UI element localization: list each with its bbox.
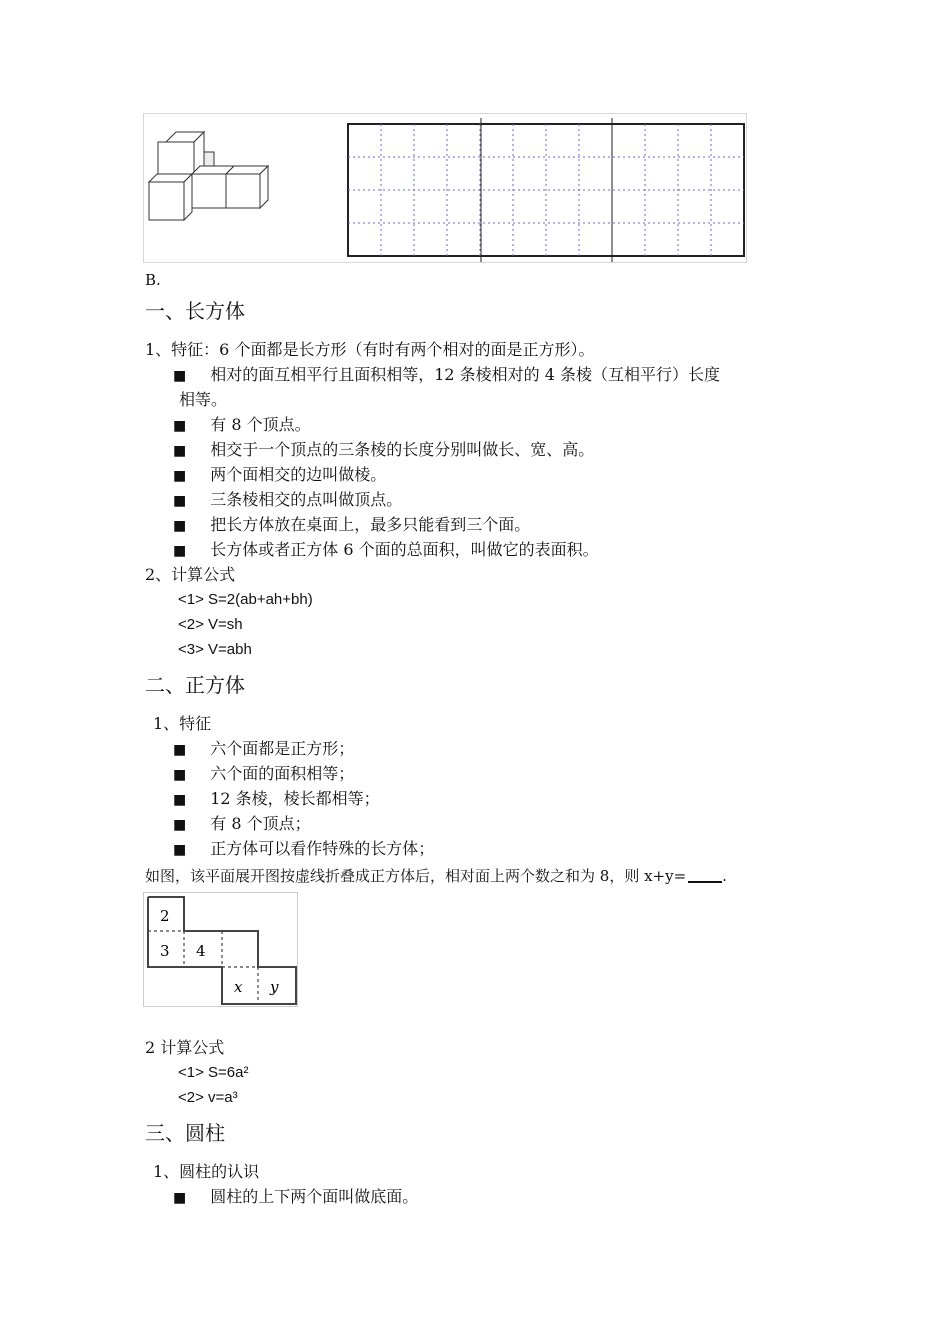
net-label: 3 xyxy=(160,942,170,960)
list-item: ■ 三条棱相交的点叫做顶点。 xyxy=(173,490,403,509)
list-item: ■ 六个面都是正方形； xyxy=(173,739,355,758)
list-item: ■ 两个面相交的边叫做棱。 xyxy=(173,465,387,484)
formula-line: <1> S=2(ab+ah+bh) xyxy=(178,591,313,608)
section-heading-cylinder: 三、圆柱 xyxy=(145,1121,225,1145)
section-heading-cube: 二、正方体 xyxy=(145,673,245,697)
formula-line: <2> v=a³ xyxy=(178,1089,238,1106)
net-label: y xyxy=(270,978,279,996)
list-item: ■ 相对的面互相平行且面积相等，12 条棱相对的 4 条棱（互相平行）长度 xyxy=(173,365,721,384)
section-heading-cuboid: 一、长方体 xyxy=(145,299,245,323)
cube-net-diagram xyxy=(144,893,297,1006)
net-label: 4 xyxy=(196,942,206,960)
list-item: ■ 把长方体放在桌面上，最多只能看到三个面。 xyxy=(173,515,531,534)
list-item: ■ 有 8 个顶点； xyxy=(173,814,311,833)
formula-line: <3> V=abh xyxy=(178,641,252,658)
formula-line: <1> S=6a² xyxy=(178,1064,249,1081)
list-item: ■ 长方体或者正方体 6 个面的总面积，叫做它的表面积。 xyxy=(173,540,599,559)
list-item-continuation: 相等。 xyxy=(179,390,228,409)
cuboid-features: 1、特征：6 个面都是长方形（有时有两个相对的面是正方形）。 xyxy=(145,340,595,359)
answer-blank xyxy=(688,867,722,883)
cuboid-formula-title: 2、计算公式 xyxy=(145,565,236,584)
list-item: ■ 有 8 个顶点。 xyxy=(173,415,311,434)
cube-stack-illustration xyxy=(144,122,274,232)
list-item: ■ 六个面的面积相等； xyxy=(173,764,355,783)
cube-net-figure-box xyxy=(143,892,298,1007)
net-label: 2 xyxy=(160,907,170,925)
cube-features: 1、特征 xyxy=(153,714,212,733)
net-label: x xyxy=(234,978,243,996)
cube-formula-title: 2 计算公式 xyxy=(145,1038,225,1057)
cylinder-intro: 1、圆柱的认识 xyxy=(153,1162,260,1181)
formula-line: <2> V=sh xyxy=(178,616,243,633)
list-item: ■ 正方体可以看作特殊的长方体； xyxy=(173,839,435,858)
net-question: 如图，该平面展开图按虚线折叠成正方体后，相对面上两个数之和为 8，则 x+y= . xyxy=(145,867,727,885)
option-b-label: B. xyxy=(145,271,161,289)
list-item: ■ 12 条棱，棱长都相等； xyxy=(173,789,380,808)
list-item: ■ 相交于一个顶点的三条棱的长度分别叫做长、宽、高。 xyxy=(173,440,595,459)
list-item: ■ 圆柱的上下两个面叫做底面。 xyxy=(173,1187,419,1206)
dotted-grid xyxy=(346,114,746,262)
cubes-figure-box xyxy=(143,113,747,263)
